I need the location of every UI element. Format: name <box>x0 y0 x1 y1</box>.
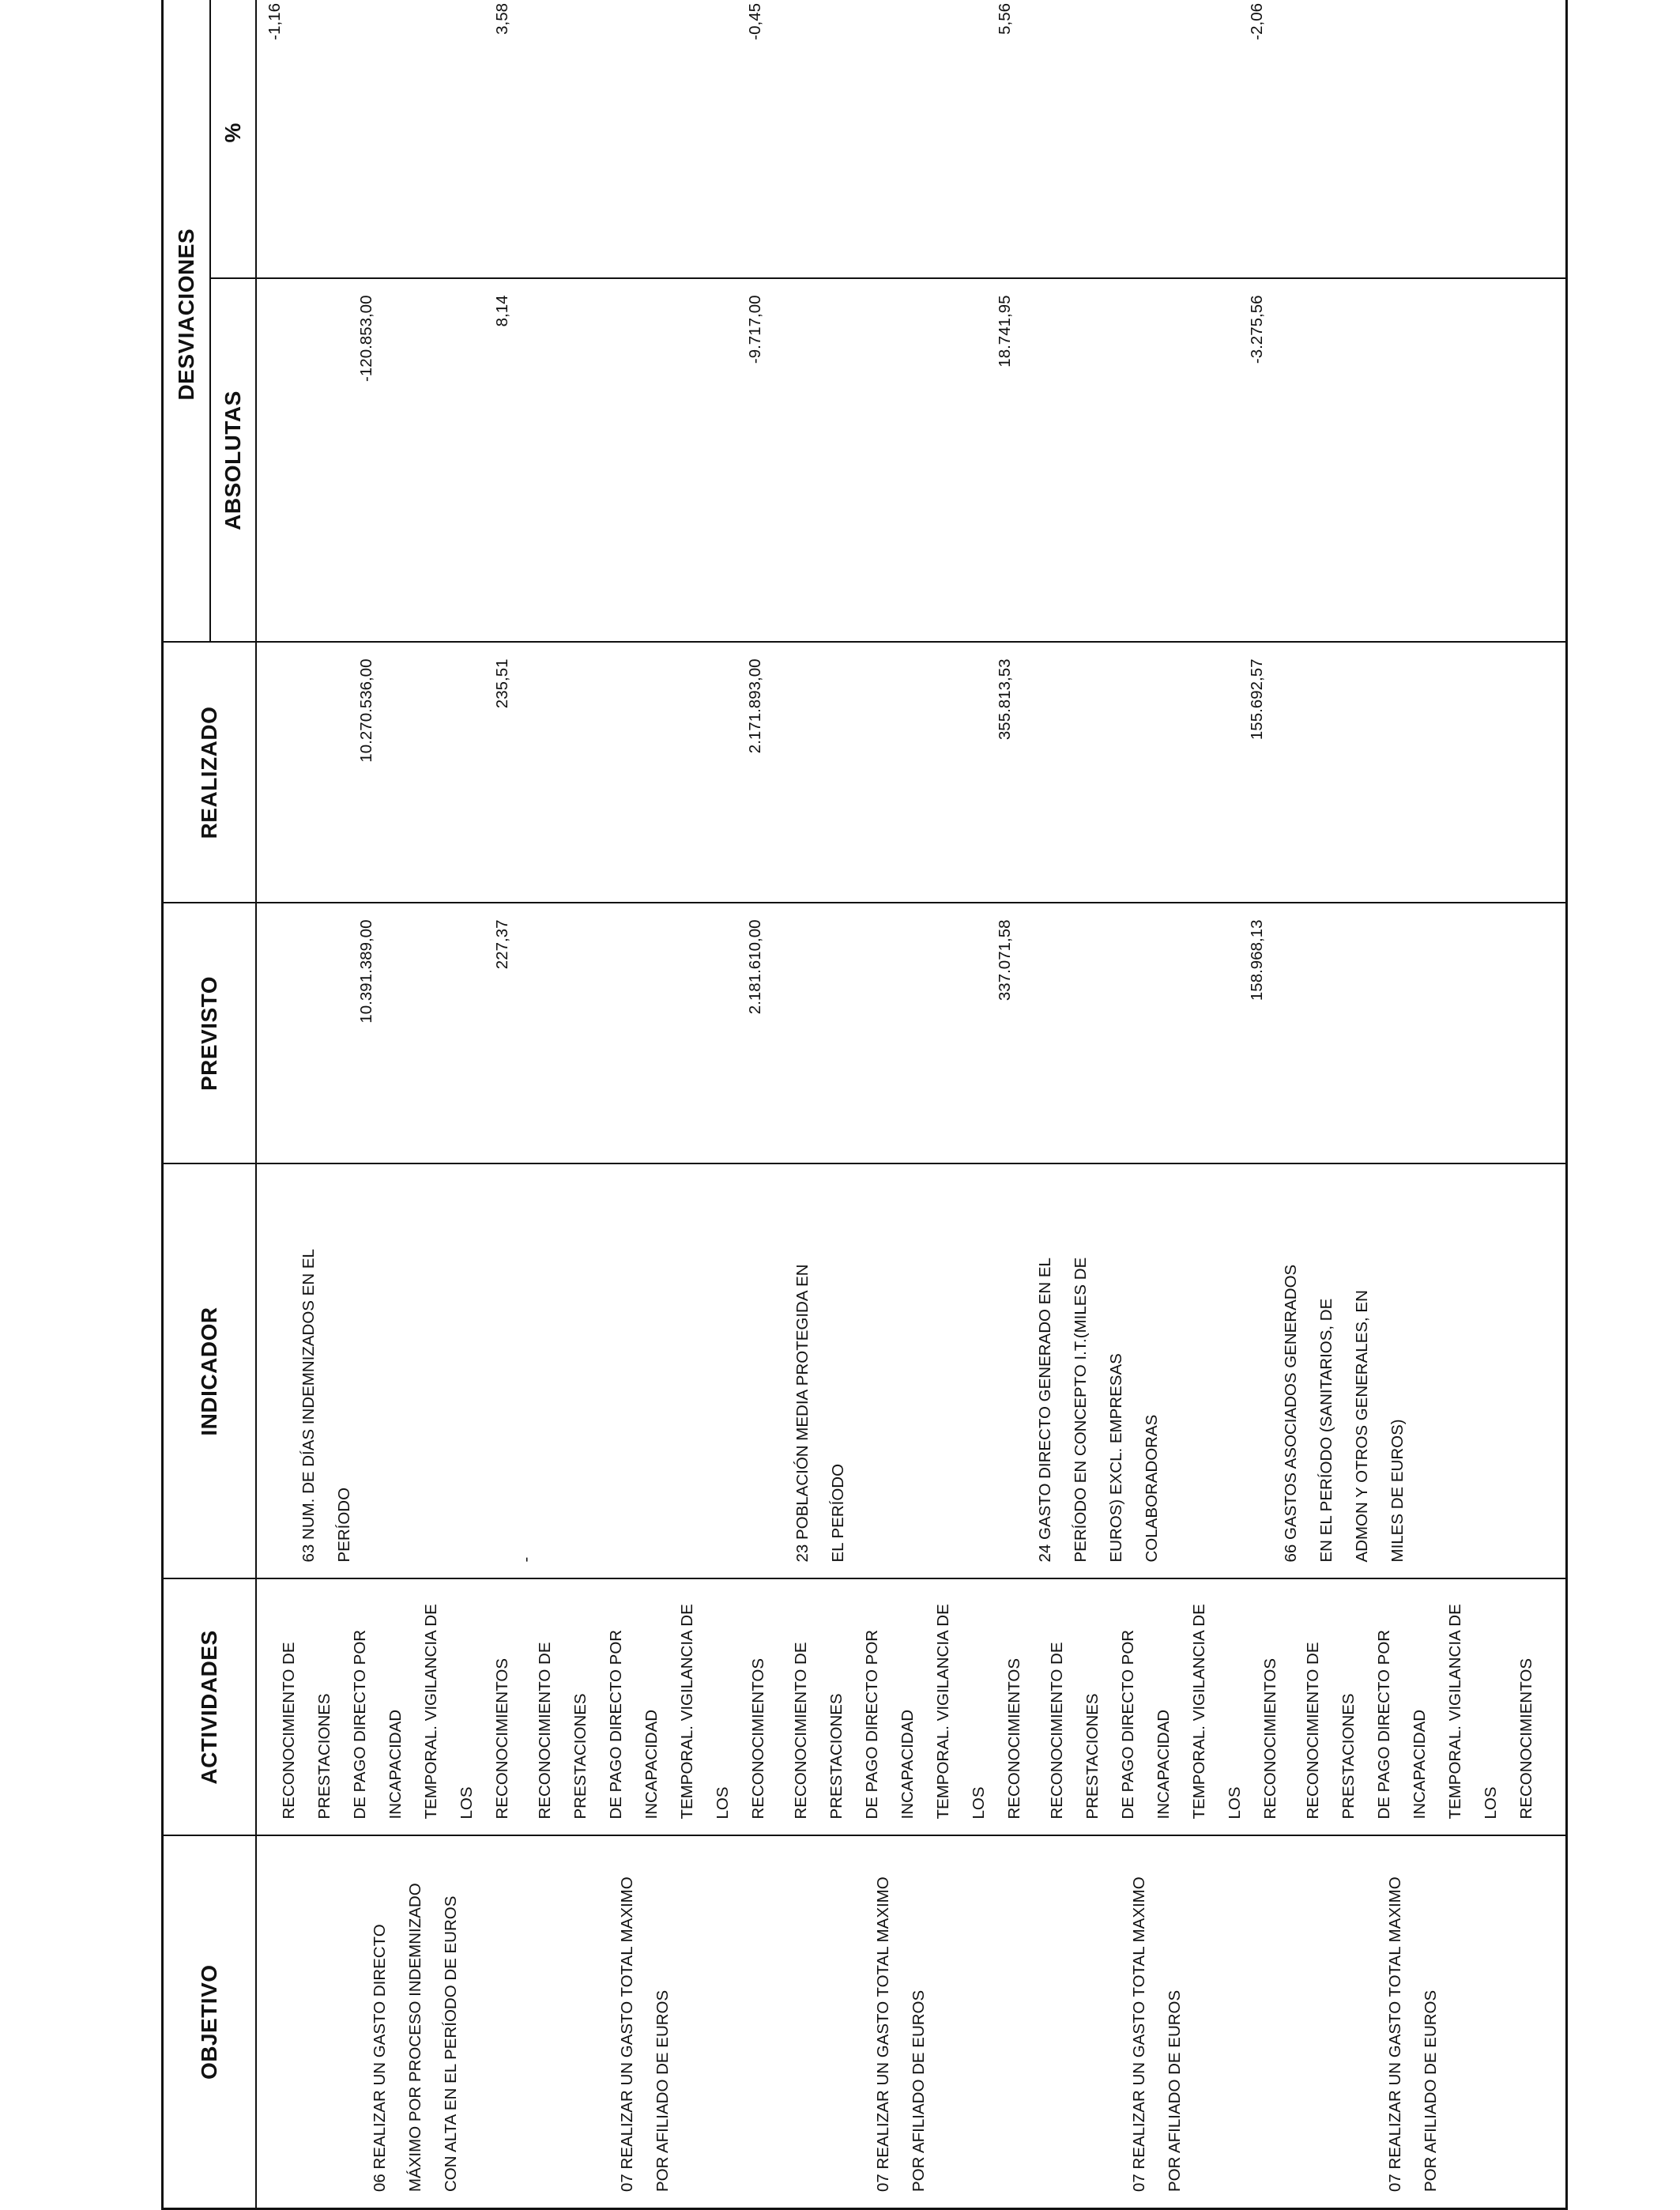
actividad-entry: RECONOCIMIENTO DE PRESTACIONES DE PAGO DIRECTO POR INCAPACIDAD TEMPORAL. VIGILANCIA DE LOS RECONOCIMIENTOS <box>1303 1604 1535 1820</box>
objectives-table <box>161 0 1568 2210</box>
porcentaje-value: 3,58 <box>492 2 511 35</box>
objetivo-cell <box>256 1836 1567 2209</box>
indicador-entry: 24 GASTO DIRECTO GENERADO EN EL PERÍODO EN CONCEPTO I.T.(MILES DE EUROS) EXCL. EMPRESAS COLABORADORAS <box>1035 1257 1161 1563</box>
indicador-entry: 66 GASTOS ASOCIADOS GENERADOS EN EL PERÍODO (SANITARIOS, DE ADMON Y OTROS GENERALES, EN MILES DE EUROS) <box>1281 1264 1407 1563</box>
porcentaje-value: -2,06 <box>1247 2 1266 40</box>
porcentaje-value: -0,45 <box>745 2 764 40</box>
header-actividades: ACTIVIDADES <box>163 1579 256 1836</box>
header-desviaciones: DESVIACIONES <box>163 0 210 643</box>
rotated-table-sheet <box>161 0 1535 2210</box>
objetivo-entry: 06 REALIZAR UN GASTO DIRECTO MÁXIMO POR PROCESO INDEMNIZADO CON ALTA EN EL PERÍODO DE EUROS <box>370 1883 460 2192</box>
objetivo-entry: 07 REALIZAR UN GASTO TOTAL MAXIMO POR AFILIADO DE EUROS <box>1385 1876 1440 2192</box>
actividad-entry: RECONOCIMIENTO DE PRESTACIONES DE PAGO DIRECTO POR INCAPACIDAD TEMPORAL. VIGILANCIA DE LOS RECONOCIMIENTOS <box>791 1604 1023 1820</box>
indicador-entry: 63 NUM. DE DÍAS INDEMNIZADOS EN EL PERÍODO <box>299 1249 353 1563</box>
actividad-entry: RECONOCIMIENTO DE PRESTACIONES DE PAGO DIRECTO POR INCAPACIDAD TEMPORAL. VIGILANCIA DE LOS RECONOCIMIENTOS <box>1047 1604 1279 1820</box>
header-porcentaje: % <box>210 0 256 279</box>
header-previsto: PREVISTO <box>163 903 256 1164</box>
absolutas-value: 8,14 <box>492 295 511 327</box>
objetivo-entry: 07 REALIZAR UN GASTO TOTAL MAXIMO POR AFILIADO DE EUROS <box>1129 1876 1184 2192</box>
realizado-value: 155.692,57 <box>1247 658 1266 741</box>
header-realizado: REALIZADO <box>163 643 256 903</box>
header-row-1 <box>163 0 210 2209</box>
absolutas-cell <box>256 279 1567 643</box>
previsto-cell <box>256 903 1567 1164</box>
actividad-entry: RECONOCIMIENTO DE PRESTACIONES DE PAGO DIRECTO POR INCAPACIDAD TEMPORAL. VIGILANCIA DE LOS RECONOCIMIENTOS <box>279 1604 511 1820</box>
realizado-value: 10.270.536,00 <box>356 658 375 763</box>
absolutas-value: 18.741,95 <box>995 295 1014 368</box>
absolutas-value: -120.853,00 <box>356 295 375 382</box>
objetivo-entry: 07 REALIZAR UN GASTO TOTAL MAXIMO POR AFILIADO DE EUROS <box>873 1876 928 2192</box>
realizado-value: 2.171.893,00 <box>745 658 764 754</box>
indicador-cell <box>256 1164 1567 1579</box>
previsto-value: 227,37 <box>492 919 511 970</box>
previsto-value: 337.071,58 <box>995 919 1014 1001</box>
indicador-entry: - <box>516 1556 535 1563</box>
header-objetivo: OBJETIVO <box>163 1836 256 2209</box>
realizado-value: 355.813,53 <box>995 658 1014 741</box>
absolutas-value: -9.717,00 <box>745 295 764 364</box>
header-absolutas: ABSOLUTAS <box>210 279 256 643</box>
porcentaje-value: 5,56 <box>995 2 1014 35</box>
absolutas-value: -3.275,56 <box>1247 295 1266 364</box>
previsto-value: 2.181.610,00 <box>745 919 764 1015</box>
objetivo-entry: 07 REALIZAR UN GASTO TOTAL MAXIMO POR AFILIADO DE EUROS <box>617 1876 672 2192</box>
indicador-entry: 23 POBLACIÓN MEDIA PROTEGIDA EN EL PERÍODO <box>793 1264 847 1563</box>
header-indicador: INDICADOR <box>163 1164 256 1579</box>
realizado-value: 235,51 <box>492 658 511 709</box>
actividad-entry: RECONOCIMIENTO DE PRESTACIONES DE PAGO DIRECTO POR INCAPACIDAD TEMPORAL. VIGILANCIA DE LOS RECONOCIMIENTOS <box>535 1604 767 1820</box>
porcentaje-value: -1,16 <box>265 2 284 40</box>
previsto-value: 158.968,13 <box>1247 919 1266 1001</box>
table-body-row <box>256 0 1567 2209</box>
previsto-value: 10.391.389,00 <box>356 919 375 1024</box>
realizado-cell <box>256 643 1567 903</box>
actividades-cell <box>256 1579 1567 1836</box>
porcentaje-cell <box>256 0 1567 279</box>
